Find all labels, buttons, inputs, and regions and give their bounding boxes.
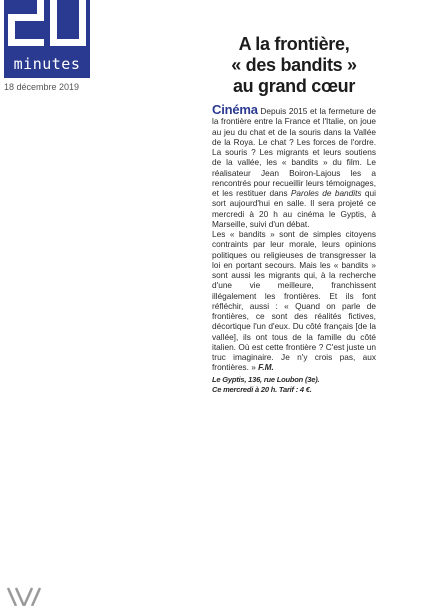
logo-word: minutes — [13, 55, 81, 73]
logo-digits — [4, 0, 90, 46]
paragraph-2-text: Les « bandits » sont de simples citoyens contraints par leur morale, leurs opinions politiques ou religieuses de transgresser la loi en portant secours. Mais les « bandits » sont aussi les migrants qui, à la recherche d'une vie meilleure, franchissent illégalement les frontières. Et ils font réfléchir, aussi : « Quand on parle de frontières, ce sont des réalités fictives, décortique l'un d'eux. Du côté français [de la vallée], ils ont tous de la famille du côté italien. Où est cette frontière ? C'est juste un truc imaginaire. Je n'y crois pas, aux frontières. » — [212, 229, 376, 373]
headline-line-2: « des bandits » — [231, 55, 357, 75]
article-kicker: Cinéma — [212, 102, 258, 117]
headline-line-3: au grand cœur — [232, 76, 356, 96]
logo-digit-0-icon — [50, 0, 86, 46]
article-body — [212, 102, 376, 395]
article-paragraph-2 — [212, 229, 376, 373]
film-title: Paroles de bandits — [290, 188, 362, 198]
article-headline — [212, 34, 376, 97]
logo-digit-2-icon — [8, 0, 44, 46]
venue-info — [212, 375, 376, 395]
author-signature: F.M. — [258, 362, 274, 373]
newspaper-logo — [4, 0, 90, 78]
paragraph-1-text: Depuis 2015 et la fermeture de la frontière entre la France et l'Italie, on joue au jeu du chat et de la souris dans la Vallée de la Roya. Le chat ? Les forces de l'ordre. La souris ? Les migrants et leurs soutiens de la vallée, les « bandits » du film. Le réalisateur Jean Boiron-Lajous les a rencontrés pour recueillir leurs témoignages, et les restituer dans — [212, 106, 376, 198]
article-clipping — [212, 34, 376, 520]
bottom-decoration-icon — [6, 586, 50, 606]
paragraph-1-end: qui sort aujourd'hui en salle. Il sera projeté ce mercredi à 20 h au cinéma le Gyptis, à Marseille, suivi d'un débat. — [212, 188, 376, 229]
article-paragraph-1 — [212, 102, 376, 229]
screening-time-price: Ce mercredi à 20 h. Tarif : 4 €. — [212, 384, 312, 394]
venue-address: Le Gyptis, 136, rue Loubon (3e). — [212, 374, 320, 384]
headline-line-1: A la frontière, — [238, 34, 350, 54]
publication-date: 18 décembre 2019 — [4, 82, 80, 92]
